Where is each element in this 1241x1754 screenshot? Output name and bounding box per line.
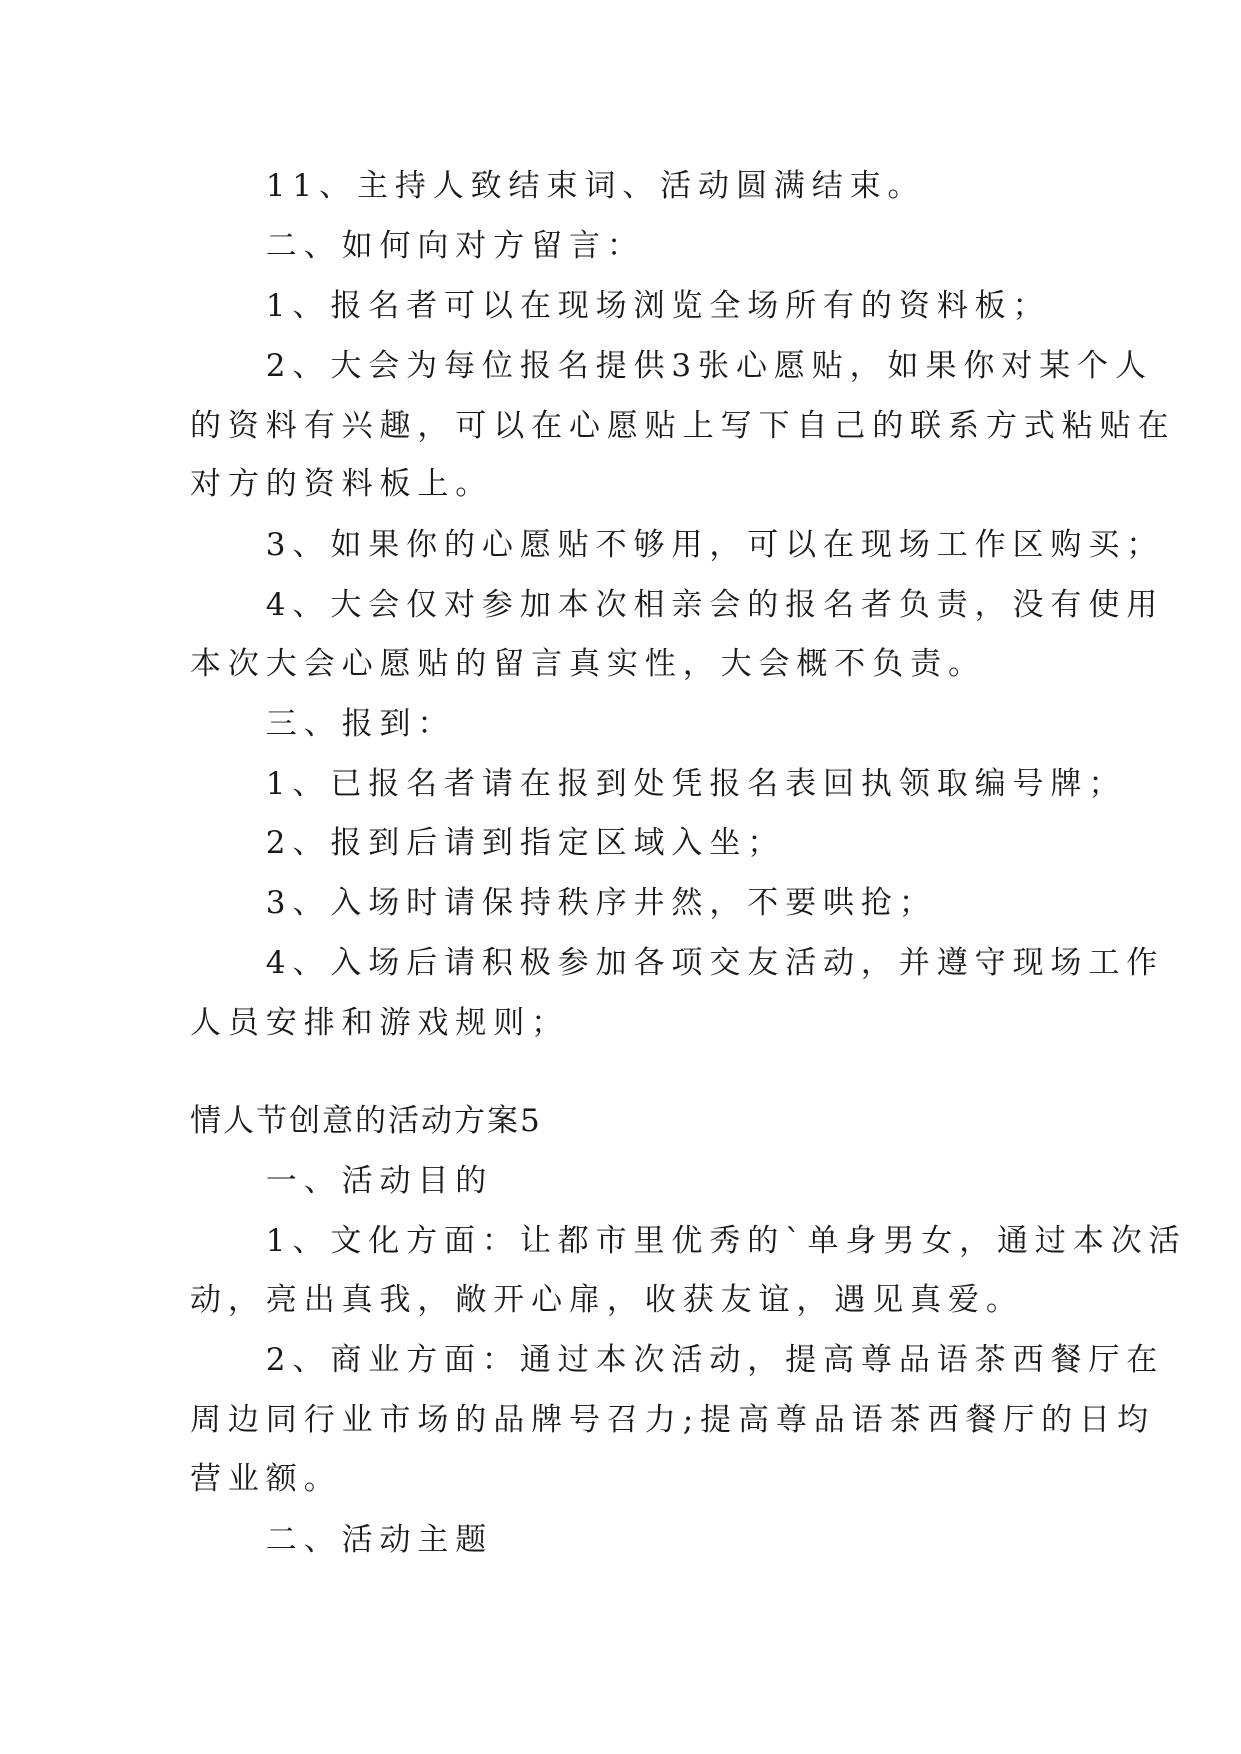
paragraph-line: 11、主持人致结束词、活动圆满结束。	[190, 168, 926, 204]
paragraph-line: 二、活动主题	[190, 1522, 494, 1558]
paragraph-line: 1、已报名者请在报到处凭报名表回执领取编号牌；	[190, 766, 1127, 802]
paragraph-line: 周边同行业市场的品牌号召力;提高尊品语茶西餐厅的日均	[190, 1402, 1155, 1438]
paragraph-line: 对方的资料板上。	[190, 466, 494, 502]
paragraph-line: 人员安排和游戏规则；	[190, 1005, 569, 1041]
paragraph-line: 的资料有兴趣，可以在心愿贴上写下自己的联系方式粘贴在	[190, 408, 1176, 444]
paragraph-line: 3、入场时请保持秩序井然，不要哄抢；	[190, 885, 937, 921]
paragraph-line: 动，亮出真我，敞开心扉，收获友谊，遇见真爱。	[190, 1282, 1024, 1318]
paragraph-line: 一、活动目的	[190, 1163, 494, 1199]
paragraph-line: 3、如果你的心愿贴不够用，可以在现场工作区购买；	[190, 527, 1165, 563]
paragraph-line: 4、入场后请积极参加各项交友活动，并遵守现场工作	[190, 945, 1165, 981]
paragraph-line: 1、文化方面：让都市里优秀的`单身男女，通过本次活	[190, 1223, 1187, 1259]
paragraph-line: 2、报到后请到指定区域入坐；	[190, 825, 786, 861]
paragraph-line: 2、大会为每位报名提供3张心愿贴，如果你对某个人	[190, 348, 1153, 384]
paragraph-line: 本次大会心愿贴的留言真实性，大会概不负责。	[190, 646, 986, 682]
paragraph-line: 1、报名者可以在现场浏览全场所有的资料板；	[190, 288, 1051, 324]
section-title: 情人节创意的活动方案5	[190, 1103, 542, 1139]
paragraph-line: 4、大会仅对参加本次相亲会的报名者负责，没有使用	[190, 587, 1165, 623]
paragraph-line: 二、如何向对方留言：	[190, 228, 645, 264]
paragraph-line: 营业额。	[190, 1461, 342, 1497]
paragraph-line: 2、商业方面：通过本次活动，提高尊品语茶西餐厅在	[190, 1342, 1165, 1378]
paragraph-line: 三、报到：	[190, 706, 456, 742]
